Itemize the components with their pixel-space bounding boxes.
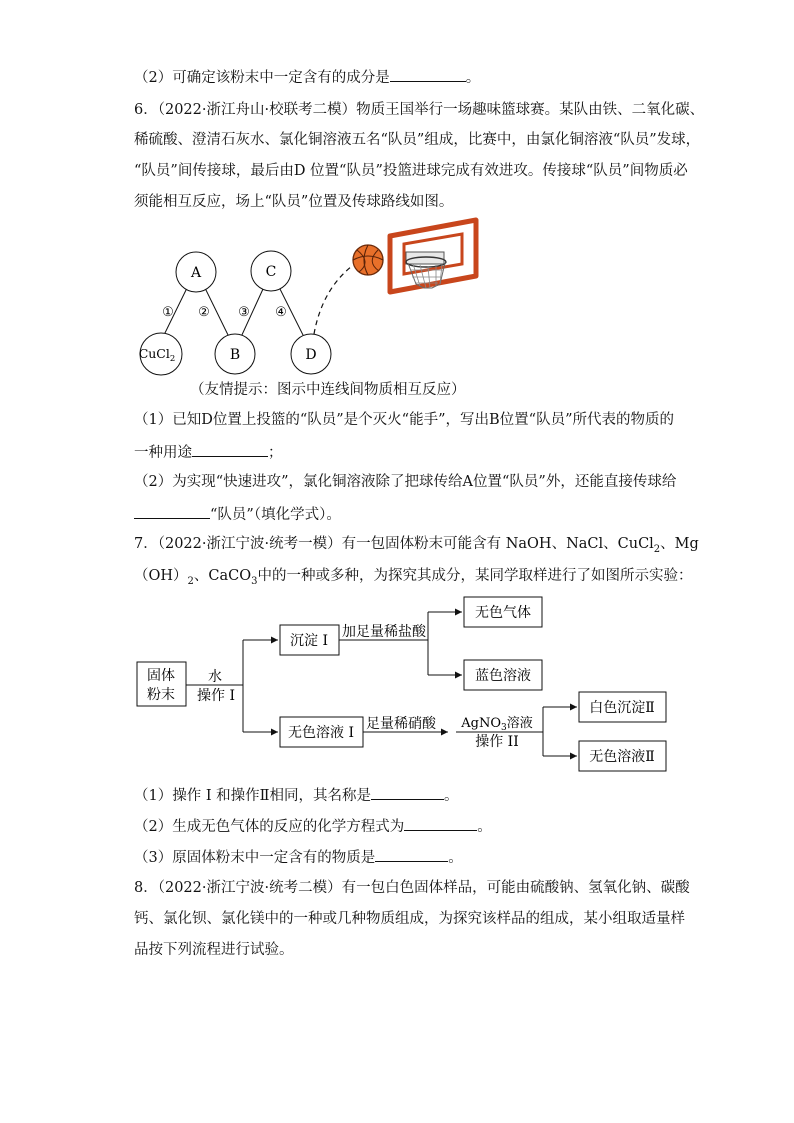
node-b-label: B bbox=[229, 347, 241, 363]
link-label-4: ④ bbox=[275, 305, 287, 320]
basketball-hoop-icon bbox=[390, 220, 476, 292]
operation-2-label: 操作 II bbox=[475, 734, 519, 750]
answer-blank[interactable] bbox=[375, 846, 448, 862]
add-hcl-label: 加足量稀盐酸 bbox=[342, 624, 426, 640]
solid-label-2: 粉末 bbox=[147, 687, 175, 703]
add-hno3-label: 足量稀硝酸 bbox=[366, 716, 436, 732]
q7-part2: （2）生成无色气体的反应的化学方程式为 。 bbox=[134, 815, 492, 837]
agno3-label: AgNO$_3$溶液 bbox=[461, 716, 533, 733]
link-label-1: ① bbox=[162, 305, 174, 320]
operation-1-label: 操作 I bbox=[197, 688, 235, 704]
q6-part2-line2: “队员”（填化学式）。 bbox=[134, 503, 341, 525]
node-cucl2-label: CuCl$_2$ bbox=[138, 346, 176, 364]
q7-stem-line1: 7．（2022·浙江宁波·统考一模）有一包固体粉末可能含有 NaOH、NaCl、CuCl$_2$、Mg bbox=[134, 536, 699, 555]
q6-diagram bbox=[0, 0, 794, 400]
answer-blank[interactable] bbox=[134, 503, 210, 519]
solid-label-1: 固体 bbox=[147, 668, 175, 684]
precipitate-1-label: 沉淀 I bbox=[290, 633, 328, 649]
q6-part1-line1: （1）已知D位置上投篮的“队员”是个灭火“能手”，写出B位置“队员”所代表的物质的 bbox=[134, 412, 674, 428]
q6-part2-line1: （2）为实现“快速进攻”，氯化铜溶液除了把球传给A位置“队员”外，还能直接传球给 bbox=[134, 474, 677, 490]
white-precipitate-2-label: 白色沉淀Ⅱ bbox=[589, 700, 655, 716]
solution-1-label: 无色溶液 I bbox=[288, 725, 354, 741]
q7-flowchart bbox=[0, 590, 794, 790]
blue-solution-label: 蓝色溶液 bbox=[475, 668, 531, 684]
link-label-2: ② bbox=[198, 305, 210, 320]
link-label-3: ③ bbox=[238, 305, 250, 320]
q6-part1-line2: 一种用途 ； bbox=[134, 441, 283, 463]
q5-part2: （2）可确定该粉末中一定含有的成分是 。 bbox=[134, 66, 480, 88]
q6-stem-line4: 须能相互反应，场上“队员”位置及传球路线如图。 bbox=[134, 194, 454, 210]
node-d-label: D bbox=[305, 347, 317, 363]
gas-label: 无色气体 bbox=[475, 605, 531, 621]
answer-blank[interactable] bbox=[371, 784, 444, 800]
answer-blank[interactable] bbox=[404, 815, 477, 831]
answer-blank[interactable] bbox=[192, 441, 268, 457]
throw-path bbox=[314, 266, 352, 334]
q7-part3: （3）原固体粉末中一定含有的物质是 。 bbox=[134, 846, 463, 868]
node-a-label: A bbox=[190, 265, 202, 281]
q8-stem-line3: 品按下列流程进行试验。 bbox=[134, 942, 294, 958]
q8-stem-line1: 8．（2022·浙江宁波·统考二模）有一包白色固体样品，可能由硫酸钠、氢氧化钠、碳酸 bbox=[134, 880, 690, 896]
q6-stem-line2: 稀硫酸、澄清石灰水、氯化铜溶液五名“队员”组成，比赛中，由氯化铜溶液“队员”发球， bbox=[134, 132, 701, 148]
solution-2-label: 无色溶液Ⅱ bbox=[589, 749, 655, 765]
q6-diagram-caption: （友情提示：图示中连线间物质相互反应） bbox=[190, 382, 466, 398]
q7-part1: （1）操作 I 和操作Ⅱ相同，其名称是 。 bbox=[134, 784, 459, 806]
water-label: 水 bbox=[208, 669, 222, 685]
q6-stem-line3: “队员”间传接球，最后由D 位置“队员”投篮进球完成有效进攻。传接球“队员”间物质必 bbox=[134, 163, 688, 179]
basketball-icon bbox=[353, 245, 383, 275]
q5-part2-text: （2）可确定该粉末中一定含有的成分是 bbox=[134, 70, 390, 86]
q7-stem-line2: $(OH)_2$、CaCO$_3$中的一种或多种，为探究其成分，某同学取样进行了如图所示实验： bbox=[134, 568, 693, 587]
node-c-label: C bbox=[265, 264, 277, 280]
q6-stem-line1: 6．（2022·浙江舟山·校联考二模）物质王国举行一场趣味篮球赛。某队由铁、二氧化碳、 bbox=[134, 102, 705, 118]
q8-stem-line2: 钙、氯化钡、氯化镁中的一种或几种物质组成，为探究该样品的组成，某小组取适量样 bbox=[134, 911, 685, 927]
